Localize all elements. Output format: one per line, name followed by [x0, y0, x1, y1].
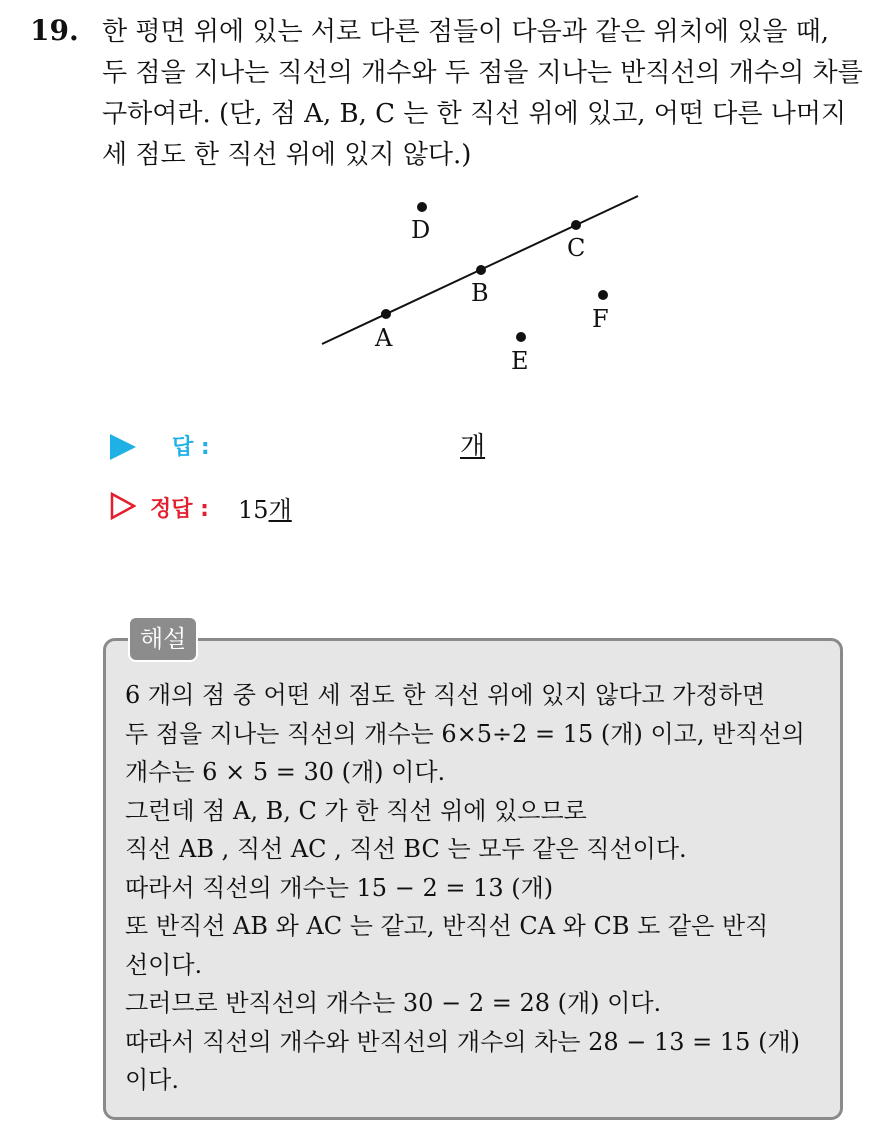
answer-unit: 개: [460, 432, 486, 462]
explanation-line: 따라서 직선의 개수와 반직선의 개수의 차는 28 − 13 = 15 (개): [125, 1027, 800, 1056]
explanation-line: 또 반직선 AB 와 AC 는 같고, 반직선 CA 와 CB 도 같은 반직: [125, 912, 769, 940]
question-number: 19.: [30, 14, 79, 47]
explanation-line: 개수는 6 × 5 = 30 (개) 이다.: [125, 758, 446, 786]
point-b: [476, 265, 486, 275]
correct-answer-row: [110, 488, 530, 528]
question-text: [102, 12, 872, 176]
explanation-body: [125, 676, 835, 1100]
label-f: F: [592, 305, 609, 333]
correct-unit: 개: [268, 496, 292, 524]
explanation-line: 그러므로 반직선의 개수는 30 − 2 = 28 (개) 이다.: [125, 989, 662, 1017]
explanation-tag: 해설: [128, 616, 198, 662]
label-d: D: [411, 216, 431, 244]
explanation-line: 선이다.: [125, 950, 203, 979]
point-e: [516, 332, 526, 342]
explanation-line: 이다.: [125, 1066, 179, 1094]
correct-answer-value: [238, 490, 292, 525]
explanation-line: 직선 AB , 직선 AC , 직선 BC 는 모두 같은 직선이다.: [125, 835, 687, 863]
explanation-line: 6 개의 점 중 어떤 세 점도 한 직선 위에 있지 않다고 가정하면: [125, 681, 766, 709]
point-f: [598, 290, 608, 300]
correct-value: 15: [238, 496, 269, 524]
answer-row: [110, 426, 530, 466]
point-a: [381, 309, 391, 319]
label-c: C: [567, 234, 586, 262]
point-d: [417, 202, 427, 212]
question-line: 세 점도 한 직선 위에 있지 않다.): [102, 140, 472, 170]
explanation-line: 따라서 직선의 개수는 15 − 2 = 13 (개): [125, 873, 554, 902]
point-c: [571, 220, 581, 230]
answer-label: 답 :: [172, 435, 210, 460]
question-line: 두 점을 지나는 직선의 개수와 두 점을 지나는 반직선의 개수의 차를: [102, 58, 863, 88]
correct-answer-label: 정답 :: [150, 497, 209, 522]
explanation-line: 그런데 점 A, B, C 가 한 직선 위에 있으므로: [125, 796, 587, 825]
question-line: 한 평면 위에 있는 서로 다른 점들이 다음과 같은 위치에 있을 때,: [102, 17, 830, 47]
label-a: A: [375, 324, 393, 352]
play-triangle-icon: [110, 434, 136, 460]
outline-triangle-icon: [110, 492, 136, 520]
label-b: B: [471, 279, 489, 307]
explanation-line: 두 점을 지나는 직선의 개수는 6×5÷2 = 15 (개) 이고, 반직선의: [125, 719, 805, 748]
points-figure: [300, 180, 660, 380]
label-e: E: [511, 347, 529, 375]
question-line: 구하여라. (단, 점 A, B, C 는 한 직선 위에 있고, 어떤 다른 나머지: [102, 99, 847, 129]
